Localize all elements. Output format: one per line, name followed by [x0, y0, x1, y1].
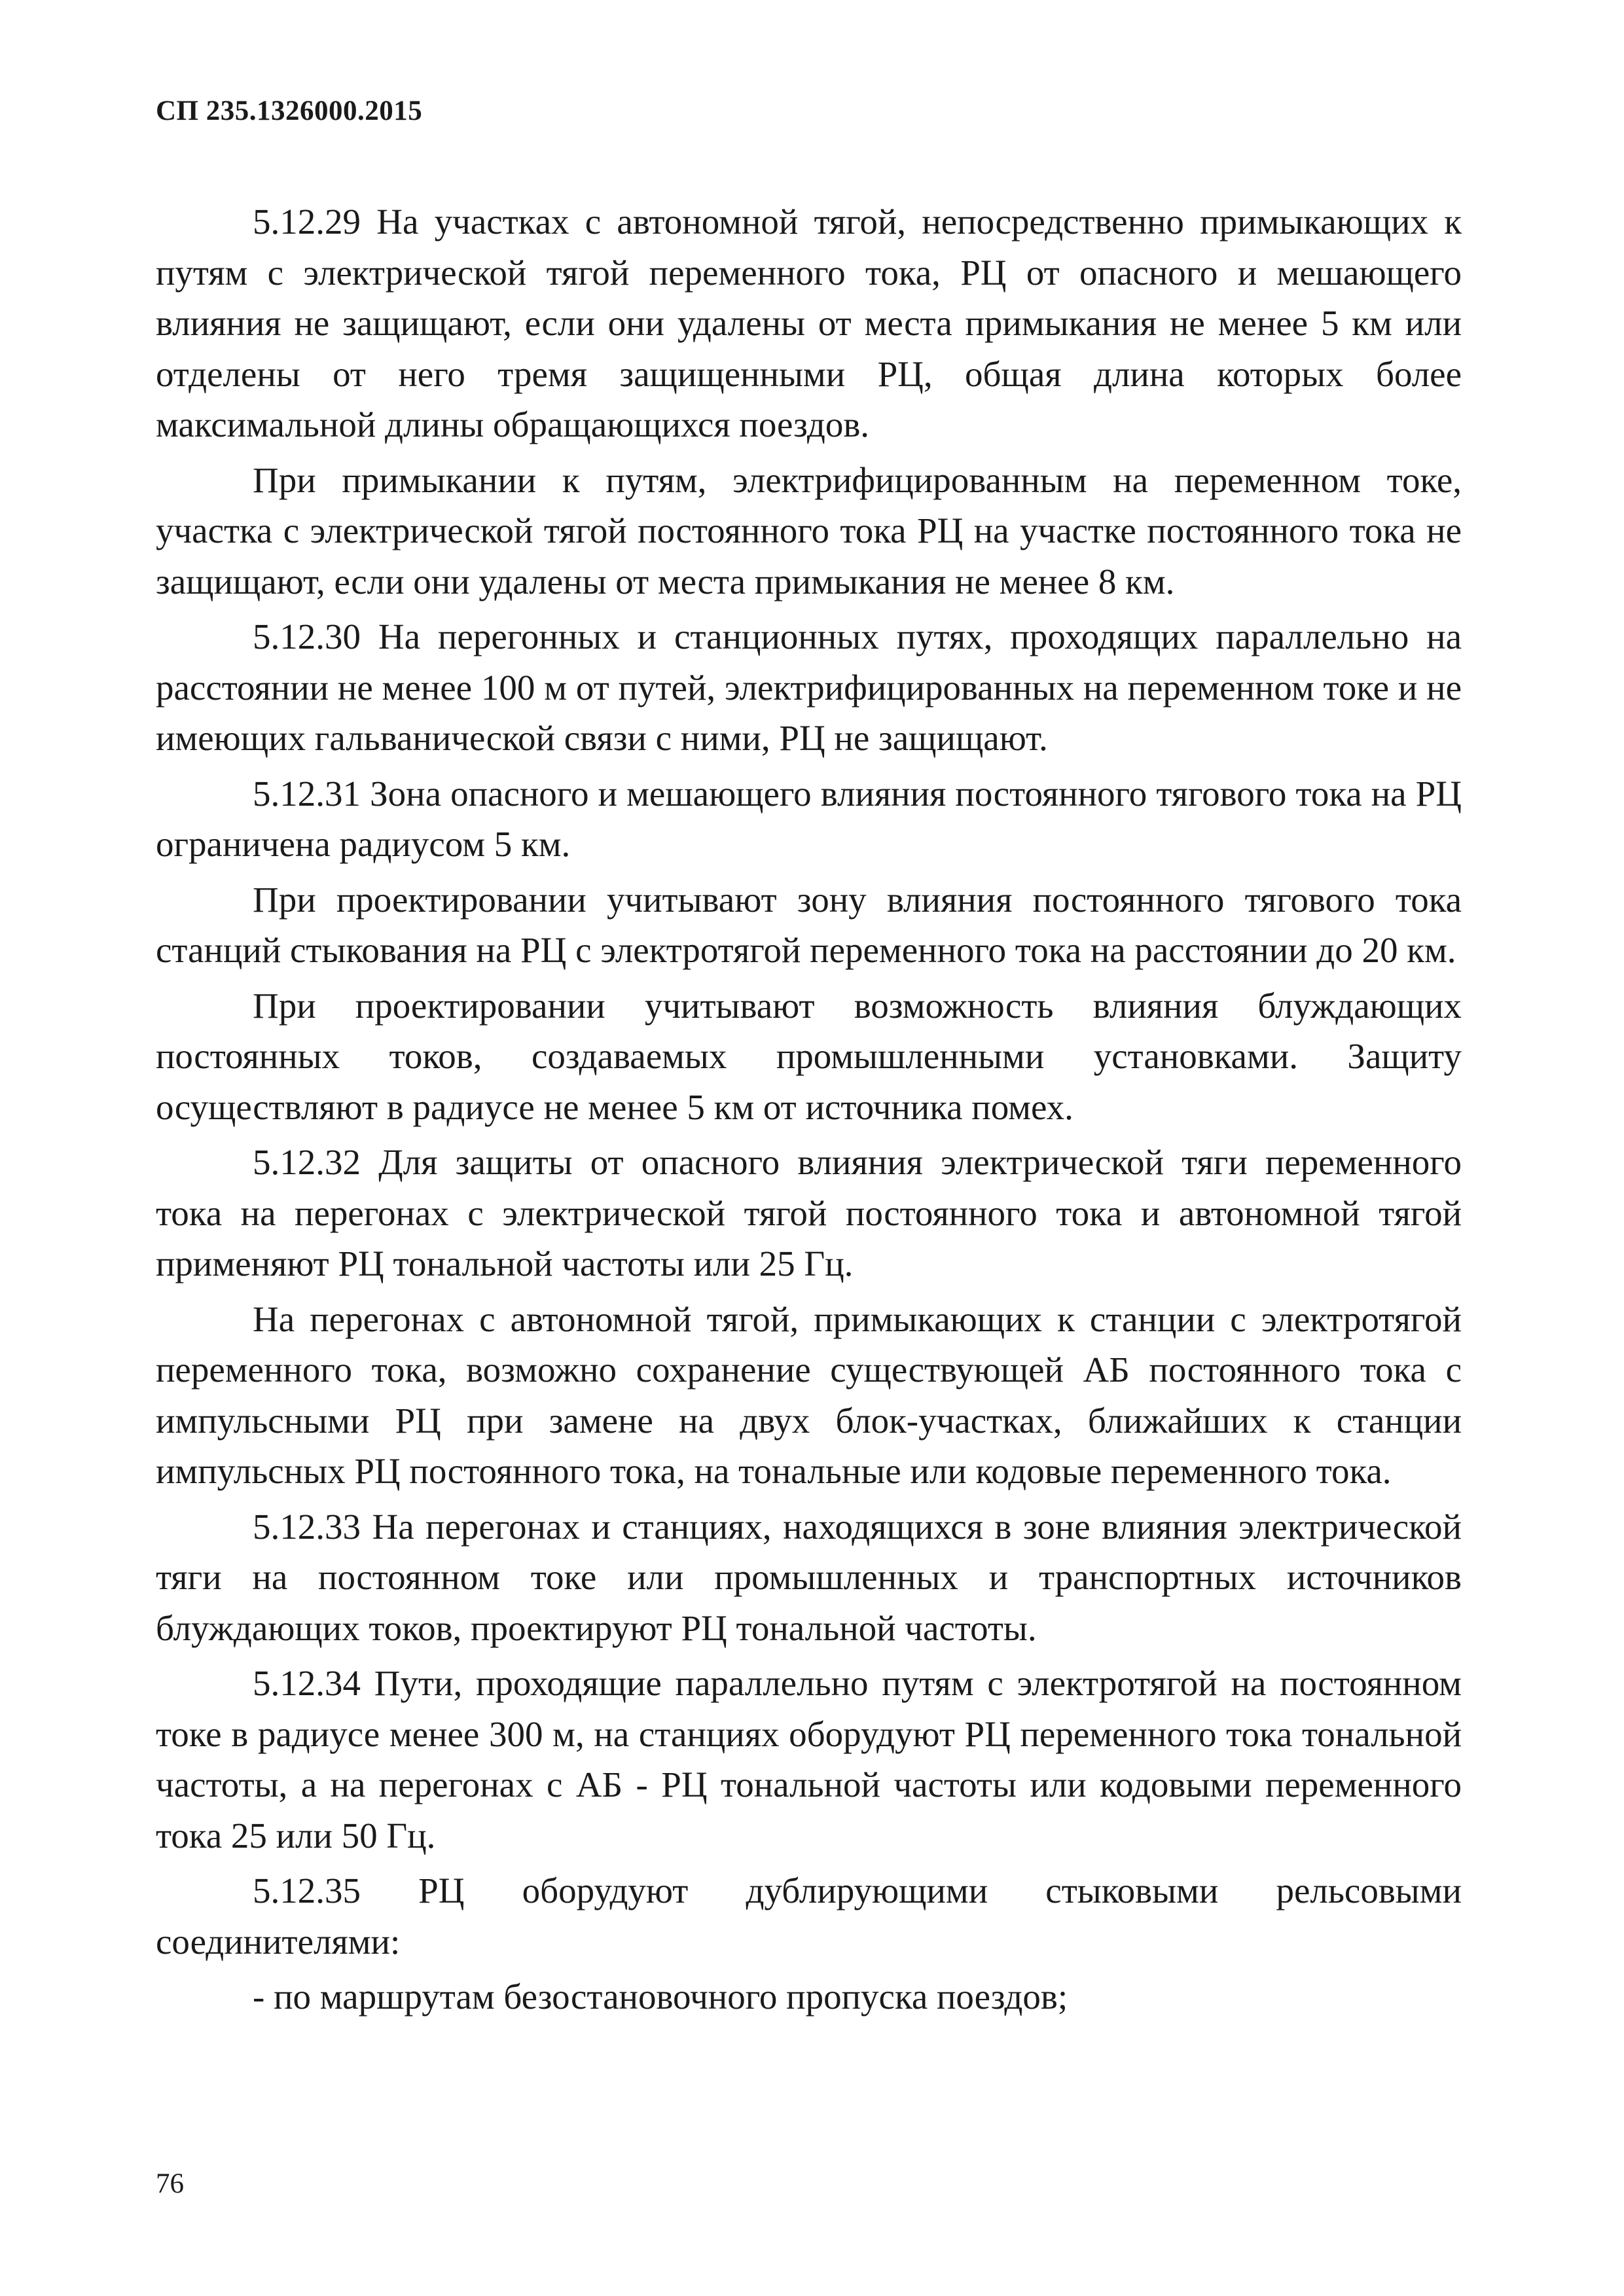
paragraph-5-12-31: 5.12.31 Зона опасного и мешающего влияния постоянного тягового тока на РЦ ограничена радиусом 5 км. [156, 773, 1462, 864]
paragraph: При примыкании к путям, электрифицированным на переменном токе, участка с электрической тягой постоянного тока РЦ на участке постоянного тока не защищают, если они удалены от места примыкания не менее 8 км. [156, 459, 1462, 601]
paragraph-5-12-33: 5.12.33 На перегонах и станциях, находящихся в зоне влияния электрической тяги на постоянном токе или промышленных и транспортных источников блуждающих токов, проектируют РЦ тональной частоты. [156, 1506, 1462, 1648]
page-number: 76 [156, 2168, 184, 2199]
paragraph: При проектировании учитывают зону влияния постоянного тягового тока станций стыкования на РЦ с электротягой переменного тока на расстоянии до 20 км. [156, 879, 1462, 970]
document-body [156, 196, 1462, 2027]
document-header: СП 235.1326000.2015 [156, 96, 423, 126]
paragraph-5-12-34: 5.12.34 Пути, проходящие параллельно путям с электротягой на постоянном токе в радиусе менее 300 м, на станциях оборудуют РЦ переменного тока тональной частоты, а на перегонах с АБ - РЦ тональной частоты или кодовыми переменного тока 25 или 50 Гц. [156, 1663, 1462, 1856]
paragraph-5-12-30: 5.12.30 На перегонных и станционных путях, проходящих параллельно на расстоянии не менее 100 м от путей, электрифицированных на переменном токе и не имеющих гальванической связи с ними, РЦ не защищают. [156, 617, 1462, 758]
paragraph-5-12-32: 5.12.32 Для защиты от опасного влияния электрической тяги переменного тока на перегонах с электрической тягой постоянного тока и автономной тягой применяют РЦ тональной частоты или 25 Гц. [156, 1142, 1462, 1283]
paragraph-5-12-35: 5.12.35 РЦ оборудуют дублирующими стыковыми рельсовыми соединителями: [156, 1871, 1462, 1962]
paragraph: На перегонах с автономной тягой, примыкающих к станции с электротягой переменного тока, возможно сохранение существующей АБ постоянного тока с импульсными РЦ при замене на двух блок-участках, ближайших к станции импульсных РЦ постоянного тока, на тональные или кодовые переменного тока. [156, 1299, 1462, 1491]
paragraph: При проектировании учитывают возможность влияния блуждающих постоянных токов, создаваемых промышленными установками. Защиту осуществляют в радиусе не менее 5 км от источника помех. [156, 985, 1462, 1127]
list-item: - по маршрутам безостановочного пропуска поездов; [253, 1977, 1068, 2017]
paragraph-5-12-29: 5.12.29 На участках с автономной тягой, непосредственно примыкающих к путям с электрической тягой переменного тока, РЦ от опасного и мешающего влияния не защищают, если они удалены от места примыкания не менее 5 км или отделены от него тремя защищенными РЦ, общая длина которых более максимальной длины обращающихся поездов. [156, 202, 1462, 444]
